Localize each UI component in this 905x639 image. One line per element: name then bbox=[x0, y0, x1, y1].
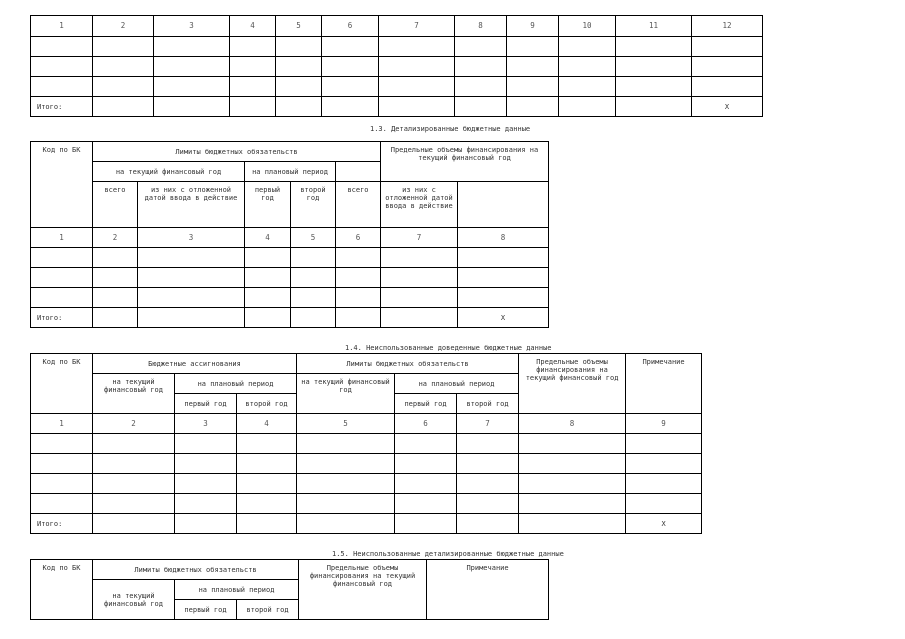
table-cell[interactable] bbox=[154, 97, 230, 117]
table-cell[interactable] bbox=[395, 514, 457, 534]
header-plan-period: на плановый период bbox=[175, 374, 297, 394]
table-cell[interactable] bbox=[31, 37, 93, 57]
table-cell[interactable] bbox=[175, 454, 237, 474]
table-cell[interactable] bbox=[507, 57, 559, 77]
table-cell[interactable] bbox=[230, 77, 276, 97]
table-cell[interactable] bbox=[455, 77, 507, 97]
table-cell[interactable] bbox=[237, 474, 297, 494]
table-cell[interactable] bbox=[457, 494, 519, 514]
total-row bbox=[31, 97, 763, 117]
table-cell[interactable] bbox=[291, 308, 336, 328]
table-cell[interactable] bbox=[457, 454, 519, 474]
column-number: 1 bbox=[31, 16, 93, 37]
table-cell[interactable] bbox=[395, 474, 457, 494]
table-row bbox=[31, 57, 763, 77]
table-cell[interactable] bbox=[245, 248, 291, 268]
table-cell[interactable] bbox=[692, 57, 763, 77]
table-cell[interactable] bbox=[93, 248, 138, 268]
header-second-year: второй год bbox=[457, 394, 519, 414]
header-plan-period: на плановый период bbox=[395, 374, 519, 394]
table-cell[interactable] bbox=[455, 37, 507, 57]
table-cell[interactable] bbox=[175, 474, 237, 494]
table-cell[interactable] bbox=[519, 474, 626, 494]
table-cell[interactable] bbox=[692, 37, 763, 57]
table-cell[interactable] bbox=[559, 57, 616, 77]
table-cell[interactable] bbox=[297, 434, 395, 454]
table-cell[interactable] bbox=[230, 57, 276, 77]
table-cell[interactable] bbox=[455, 57, 507, 77]
table-cell[interactable] bbox=[458, 288, 549, 308]
table-cell[interactable] bbox=[93, 308, 138, 328]
table-section-1-5 bbox=[30, 559, 549, 620]
table-cell[interactable] bbox=[626, 434, 702, 454]
table-row bbox=[31, 434, 702, 454]
header-current-year: на текущий финансовый год bbox=[297, 374, 395, 414]
header-limits: Лимиты бюджетных обязательств bbox=[93, 142, 381, 162]
header-plan-period: на плановый период bbox=[245, 162, 336, 182]
header-first-year: первый год bbox=[245, 182, 291, 228]
table-cell[interactable] bbox=[237, 454, 297, 474]
table-cell[interactable] bbox=[519, 434, 626, 454]
total-label: Итого: bbox=[31, 308, 93, 328]
table-cell[interactable] bbox=[138, 288, 245, 308]
table-cell[interactable] bbox=[559, 77, 616, 97]
table-cell[interactable] bbox=[230, 97, 276, 117]
table-cell[interactable] bbox=[31, 77, 93, 97]
table-cell[interactable] bbox=[379, 37, 455, 57]
table-cell[interactable] bbox=[458, 248, 549, 268]
column-number: 10 bbox=[559, 16, 616, 37]
table-cell[interactable] bbox=[93, 454, 175, 474]
table-cell[interactable] bbox=[175, 494, 237, 514]
header-limits: Лимиты бюджетных обязательств bbox=[297, 354, 519, 374]
table-cell[interactable] bbox=[519, 514, 626, 534]
total-mark: X bbox=[626, 514, 702, 534]
column-number: 2 bbox=[93, 414, 175, 434]
table-cell[interactable] bbox=[336, 248, 381, 268]
table-cell[interactable] bbox=[93, 514, 175, 534]
header-total: всего bbox=[93, 182, 138, 228]
table-cell[interactable] bbox=[93, 37, 154, 57]
table-cell[interactable] bbox=[616, 37, 692, 57]
column-number: 7 bbox=[381, 228, 458, 248]
header-deferred: из них с отложенной датой ввода в действие bbox=[138, 182, 245, 228]
total-mark: X bbox=[458, 308, 549, 328]
header-note: Примечание bbox=[626, 354, 702, 414]
table-cell[interactable] bbox=[31, 248, 93, 268]
table-cell[interactable] bbox=[626, 494, 702, 514]
table-cell[interactable] bbox=[138, 248, 245, 268]
column-number-row bbox=[31, 16, 763, 37]
table-row bbox=[31, 474, 702, 494]
section-title: 1.3. Детализированные бюджетные данные bbox=[370, 125, 531, 133]
table-cell[interactable] bbox=[245, 308, 291, 328]
table-cell[interactable] bbox=[138, 268, 245, 288]
total-label: Итого: bbox=[31, 97, 93, 117]
table-cell[interactable] bbox=[379, 77, 455, 97]
table-cell[interactable] bbox=[559, 97, 616, 117]
column-number: 3 bbox=[154, 16, 230, 37]
table-cell[interactable] bbox=[297, 474, 395, 494]
header-max-volumes: Предельные объемы финансирования на текущий финансовый год bbox=[381, 142, 549, 182]
table-cell[interactable] bbox=[93, 77, 154, 97]
table-cell[interactable] bbox=[336, 308, 381, 328]
table-cell[interactable] bbox=[322, 57, 379, 77]
column-number: 5 bbox=[291, 228, 336, 248]
table-cell[interactable] bbox=[31, 434, 93, 454]
table-cell[interactable] bbox=[93, 97, 154, 117]
header-code: Код по БК bbox=[31, 142, 93, 228]
total-mark: X bbox=[692, 97, 763, 117]
column-number: 6 bbox=[322, 16, 379, 37]
header-current-year: на текущий финансовый год bbox=[93, 374, 175, 414]
table-cell[interactable] bbox=[297, 494, 395, 514]
column-number: 6 bbox=[336, 228, 381, 248]
header-second-year: второй год bbox=[237, 600, 299, 620]
header-max-volumes: Предельные объемы финансирования на текущий финансовый год bbox=[519, 354, 626, 414]
table-cell[interactable] bbox=[31, 268, 93, 288]
table-cell[interactable] bbox=[336, 288, 381, 308]
table-cell[interactable] bbox=[276, 97, 322, 117]
table-cell[interactable] bbox=[322, 37, 379, 57]
header-deferred: из них с отложенной датой ввода в действие bbox=[381, 182, 458, 228]
table-cell[interactable] bbox=[31, 57, 93, 77]
table-cell[interactable] bbox=[175, 514, 237, 534]
header-note: Примечание bbox=[427, 560, 549, 620]
table-cell[interactable] bbox=[31, 454, 93, 474]
table-cell[interactable] bbox=[616, 57, 692, 77]
table-cell[interactable] bbox=[626, 454, 702, 474]
table-cell[interactable] bbox=[237, 494, 297, 514]
column-number: 8 bbox=[455, 16, 507, 37]
table-row bbox=[31, 37, 763, 57]
table-cell[interactable] bbox=[616, 77, 692, 97]
table-row bbox=[31, 248, 549, 268]
table-cell[interactable] bbox=[692, 77, 763, 97]
total-label: Итого: bbox=[31, 514, 93, 534]
table-section-1-3 bbox=[30, 141, 549, 328]
table-cell[interactable] bbox=[458, 268, 549, 288]
header-second-year: второй год bbox=[291, 182, 336, 228]
header-code: Код по БК bbox=[31, 560, 93, 620]
table-cell[interactable] bbox=[31, 288, 93, 308]
table-cell[interactable] bbox=[395, 454, 457, 474]
column-number: 1 bbox=[31, 228, 93, 248]
header-plan-period: на плановый период bbox=[175, 580, 299, 600]
table-cell[interactable] bbox=[93, 268, 138, 288]
column-number: 3 bbox=[175, 414, 237, 434]
table-cell[interactable] bbox=[31, 474, 93, 494]
table-cell[interactable] bbox=[237, 514, 297, 534]
column-number: 1 bbox=[31, 414, 93, 434]
table-row bbox=[31, 454, 702, 474]
table-section-1-4 bbox=[30, 353, 702, 534]
table-cell[interactable] bbox=[276, 57, 322, 77]
table-cell[interactable] bbox=[154, 57, 230, 77]
table-cell[interactable] bbox=[507, 97, 559, 117]
header-first-year: первый год bbox=[175, 600, 237, 620]
table-cell[interactable] bbox=[93, 434, 175, 454]
header-first-year: первый год bbox=[395, 394, 457, 414]
table-cell[interactable] bbox=[507, 37, 559, 57]
table-cell[interactable] bbox=[322, 77, 379, 97]
table-cell[interactable] bbox=[381, 308, 458, 328]
total-row bbox=[31, 308, 549, 328]
table-cell[interactable] bbox=[457, 514, 519, 534]
header-first-year: первый год bbox=[175, 394, 237, 414]
table-cell[interactable] bbox=[291, 248, 336, 268]
table-cell[interactable] bbox=[154, 37, 230, 57]
column-number: 12 bbox=[692, 16, 763, 37]
column-number: 6 bbox=[395, 414, 457, 434]
column-number: 2 bbox=[93, 228, 138, 248]
table-cell[interactable] bbox=[336, 268, 381, 288]
table-cell[interactable] bbox=[138, 308, 245, 328]
table-cell[interactable] bbox=[276, 77, 322, 97]
table-cell[interactable] bbox=[559, 37, 616, 57]
table-cell[interactable] bbox=[291, 288, 336, 308]
column-number: 7 bbox=[379, 16, 455, 37]
table-row bbox=[31, 77, 763, 97]
column-number: 9 bbox=[626, 414, 702, 434]
table-cell[interactable] bbox=[507, 77, 559, 97]
table-cell[interactable] bbox=[395, 434, 457, 454]
table-cell[interactable] bbox=[93, 57, 154, 77]
column-number-row bbox=[31, 414, 702, 434]
header-max-volumes: Предельные объемы финансирования на текущий финансовый год bbox=[299, 560, 427, 620]
header-second-year: второй год bbox=[237, 394, 297, 414]
column-number-row bbox=[31, 228, 549, 248]
table-cell[interactable] bbox=[322, 97, 379, 117]
table-row bbox=[31, 494, 702, 514]
column-number: 5 bbox=[276, 16, 322, 37]
table-cell[interactable] bbox=[93, 494, 175, 514]
header-allocations: Бюджетные ассигнования bbox=[93, 354, 297, 374]
table-cell[interactable] bbox=[245, 268, 291, 288]
table-cell[interactable] bbox=[291, 268, 336, 288]
table-cell[interactable] bbox=[276, 37, 322, 57]
header-total: всего bbox=[336, 182, 381, 228]
table-section-1-2 bbox=[30, 15, 763, 117]
table-cell[interactable] bbox=[230, 37, 276, 57]
table-cell[interactable] bbox=[457, 474, 519, 494]
table-cell[interactable] bbox=[297, 454, 395, 474]
column-number: 8 bbox=[519, 414, 626, 434]
column-number: 8 bbox=[458, 228, 549, 248]
table-cell[interactable] bbox=[626, 474, 702, 494]
table-cell[interactable] bbox=[381, 248, 458, 268]
table-cell[interactable] bbox=[379, 97, 455, 117]
table-cell[interactable] bbox=[379, 57, 455, 77]
table-row bbox=[31, 268, 549, 288]
header-current-year: на текущий финансовый год bbox=[93, 162, 245, 182]
column-number: 5 bbox=[297, 414, 395, 434]
header-code: Код по БК bbox=[31, 354, 93, 414]
table-cell[interactable] bbox=[455, 97, 507, 117]
section-title: 1.5. Неиспользованные детализированные бюджетные данные bbox=[332, 550, 564, 558]
table-cell[interactable] bbox=[175, 434, 237, 454]
table-cell[interactable] bbox=[519, 494, 626, 514]
table-cell[interactable] bbox=[237, 434, 297, 454]
column-number: 9 bbox=[507, 16, 559, 37]
column-number: 2 bbox=[93, 16, 154, 37]
section-title: 1.4. Неиспользованные доведенные бюджетные данные bbox=[345, 344, 552, 352]
table-cell[interactable] bbox=[457, 434, 519, 454]
column-number: 11 bbox=[616, 16, 692, 37]
column-number: 3 bbox=[138, 228, 245, 248]
header-limits: Лимиты бюджетных обязательств bbox=[93, 560, 299, 580]
table-cell[interactable] bbox=[154, 77, 230, 97]
table-cell[interactable] bbox=[616, 97, 692, 117]
table-cell[interactable] bbox=[519, 454, 626, 474]
table-cell[interactable] bbox=[381, 288, 458, 308]
table-cell[interactable] bbox=[395, 494, 457, 514]
table-cell[interactable] bbox=[297, 514, 395, 534]
column-number: 4 bbox=[237, 414, 297, 434]
header-current-year: на текущий финансовый год bbox=[93, 580, 175, 620]
table-cell[interactable] bbox=[381, 268, 458, 288]
table-cell[interactable] bbox=[245, 288, 291, 308]
total-row bbox=[31, 514, 702, 534]
column-number: 7 bbox=[457, 414, 519, 434]
table-row bbox=[31, 288, 549, 308]
table-cell[interactable] bbox=[93, 474, 175, 494]
table-cell[interactable] bbox=[31, 494, 93, 514]
column-number: 4 bbox=[230, 16, 276, 37]
table-cell[interactable] bbox=[93, 288, 138, 308]
column-number: 4 bbox=[245, 228, 291, 248]
